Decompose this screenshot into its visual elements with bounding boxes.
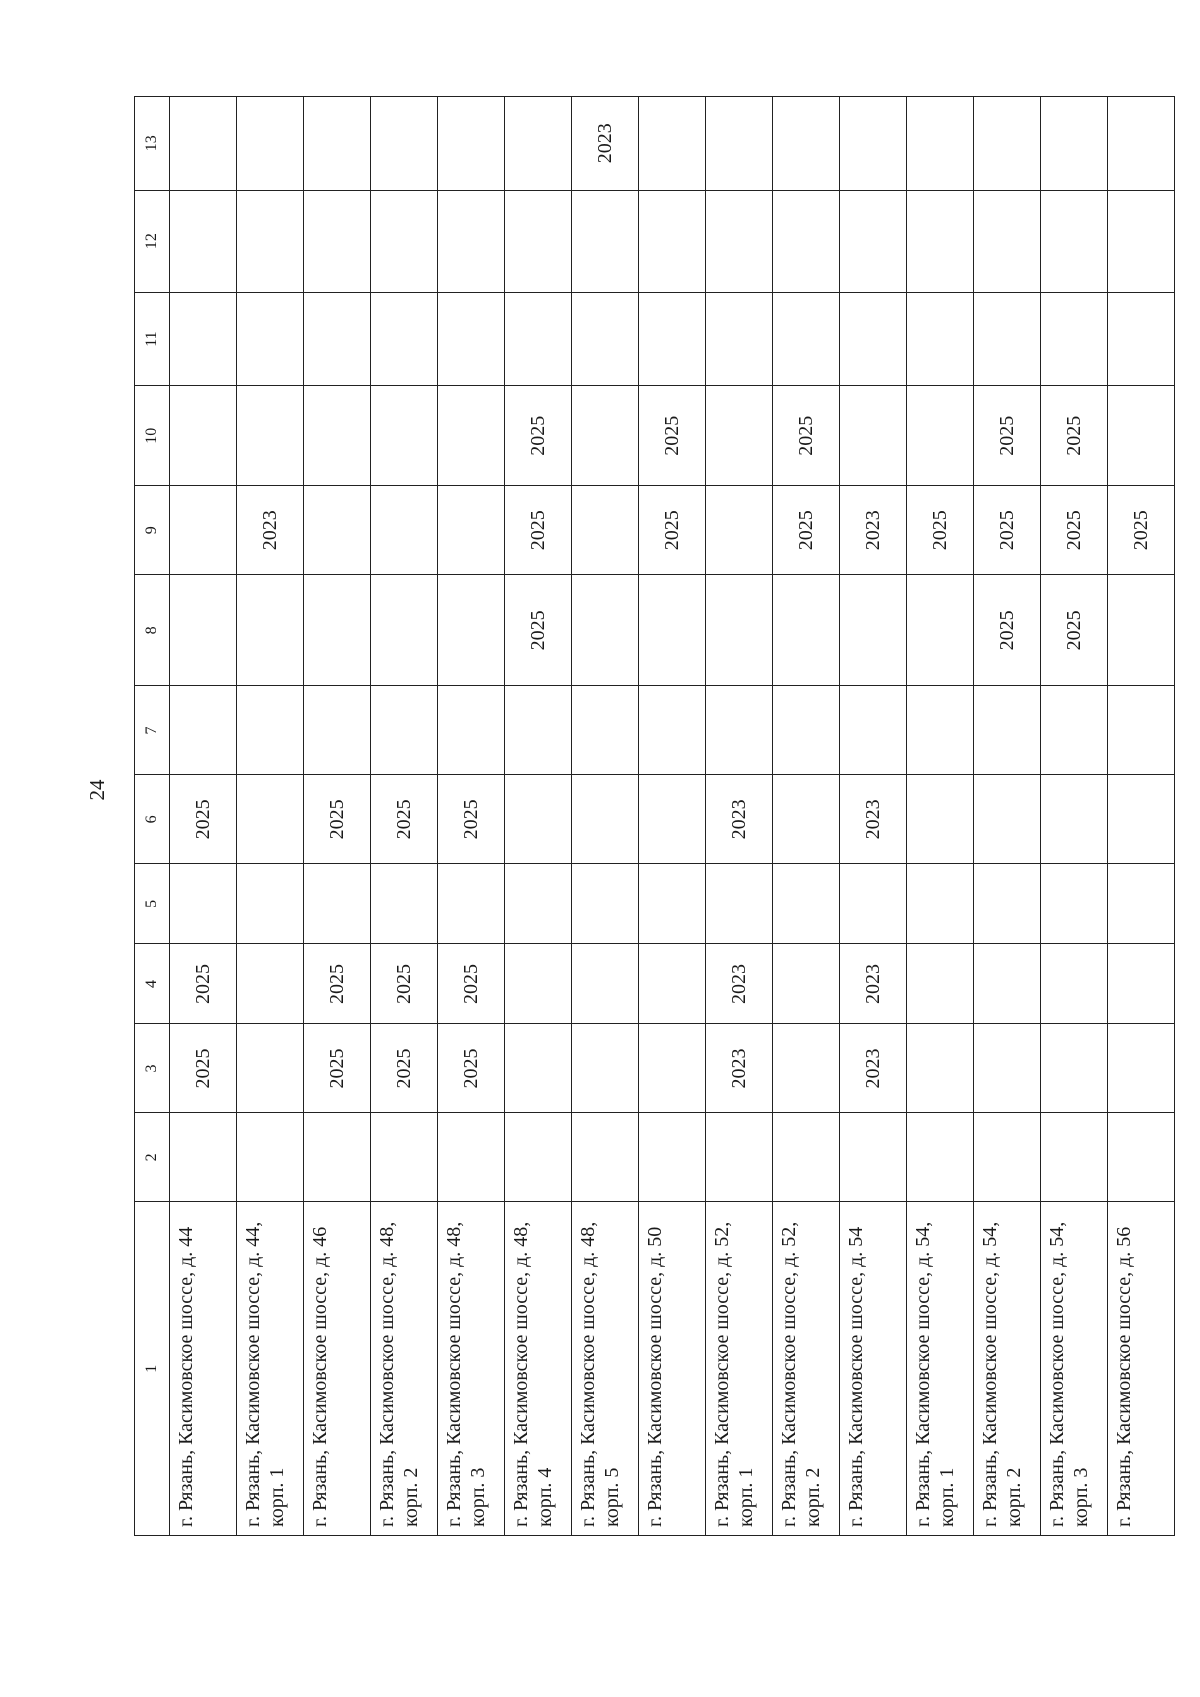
year-cell [706, 386, 773, 486]
table-row [438, 97, 505, 1536]
year-cell [706, 575, 773, 686]
year-cell [974, 686, 1041, 775]
year-cell [840, 97, 907, 191]
year-cell [974, 190, 1041, 292]
year-cell: 2025 [304, 944, 371, 1024]
year-cell: 2025 [974, 575, 1041, 686]
year-cell [371, 864, 438, 944]
year-cell [304, 686, 371, 775]
year-cell [1041, 1113, 1108, 1202]
year-cell [371, 1113, 438, 1202]
page-number: 24 [85, 779, 109, 801]
column-number-2: 2 [135, 1113, 170, 1202]
year-cell: 2023 [840, 775, 907, 864]
year-cell [505, 190, 572, 292]
year-cell [371, 386, 438, 486]
year-cell [237, 575, 304, 686]
year-cell [840, 575, 907, 686]
year-cell [840, 1113, 907, 1202]
year-cell: 2023 [706, 1024, 773, 1113]
year-cell [639, 1024, 706, 1113]
year-cell: 2023 [840, 944, 907, 1024]
year-cell [706, 486, 773, 575]
year-cell [1108, 386, 1175, 486]
year-cell [1108, 864, 1175, 944]
year-cell: 2023 [840, 1024, 907, 1113]
year-cell: 2025 [438, 1024, 505, 1113]
year-cell [438, 1113, 505, 1202]
year-cell [773, 775, 840, 864]
year-cell [170, 575, 237, 686]
year-cell: 2025 [505, 486, 572, 575]
year-cell [572, 386, 639, 486]
column-number-10: 10 [135, 386, 170, 486]
year-cell [304, 575, 371, 686]
year-cell: 2025 [1041, 575, 1108, 686]
year-cell [840, 864, 907, 944]
year-cell [1108, 775, 1175, 864]
year-cell [773, 1024, 840, 1113]
year-cell [304, 864, 371, 944]
table-row [639, 97, 706, 1536]
year-cell [639, 686, 706, 775]
year-cell [237, 944, 304, 1024]
year-cell: 2025 [639, 386, 706, 486]
schedule-table [134, 96, 1175, 1536]
year-cell [773, 575, 840, 686]
year-cell [438, 386, 505, 486]
address-cell: г. Рязань, Касимовское шоссе, д. 54, корп. 1 [907, 1202, 974, 1536]
year-cell [639, 944, 706, 1024]
column-number-4: 4 [135, 944, 170, 1024]
year-cell [907, 575, 974, 686]
table-row [304, 97, 371, 1536]
address-cell: г. Рязань, Касимовское шоссе, д. 52, корп. 2 [773, 1202, 840, 1536]
year-cell [438, 292, 505, 385]
year-cell [706, 864, 773, 944]
year-cell [1108, 1113, 1175, 1202]
year-cell [371, 292, 438, 385]
year-cell: 2025 [371, 944, 438, 1024]
address-cell: г. Рязань, Касимовское шоссе, д. 48, корп. 4 [505, 1202, 572, 1536]
year-cell [572, 190, 639, 292]
year-cell [1041, 190, 1108, 292]
year-cell [639, 190, 706, 292]
address-cell: г. Рязань, Касимовское шоссе, д. 52, корп. 1 [706, 1202, 773, 1536]
table-row [907, 97, 974, 1536]
year-cell [438, 575, 505, 686]
year-cell [1108, 97, 1175, 191]
year-cell [907, 775, 974, 864]
table-body [135, 97, 1175, 1536]
year-cell [237, 864, 304, 944]
address-cell: г. Рязань, Касимовское шоссе, д. 54 [840, 1202, 907, 1536]
year-cell: 2025 [907, 486, 974, 575]
year-cell [170, 97, 237, 191]
table-row [974, 97, 1041, 1536]
year-cell [371, 190, 438, 292]
year-cell [572, 1024, 639, 1113]
year-cell [1108, 1024, 1175, 1113]
year-cell [1108, 190, 1175, 292]
column-number-13: 13 [135, 97, 170, 191]
year-cell [974, 864, 1041, 944]
address-cell: г. Рязань, Касимовское шоссе, д. 48, корп. 2 [371, 1202, 438, 1536]
table-container [134, 96, 1152, 1536]
address-cell: г. Рязань, Касимовское шоссе, д. 48, корп. 3 [438, 1202, 505, 1536]
header-row [135, 97, 170, 1536]
column-number-9: 9 [135, 486, 170, 575]
year-cell [170, 686, 237, 775]
year-cell [1041, 775, 1108, 864]
column-number-11: 11 [135, 292, 170, 385]
year-cell [572, 575, 639, 686]
year-cell: 2023 [840, 486, 907, 575]
table-row [237, 97, 304, 1536]
year-cell [505, 292, 572, 385]
year-cell [974, 944, 1041, 1024]
column-number-8: 8 [135, 575, 170, 686]
year-cell [639, 775, 706, 864]
year-cell [237, 1024, 304, 1113]
year-cell [974, 1113, 1041, 1202]
year-cell [639, 97, 706, 191]
year-cell [1041, 686, 1108, 775]
year-cell [371, 575, 438, 686]
year-cell: 2023 [706, 944, 773, 1024]
year-cell: 2025 [371, 775, 438, 864]
year-cell [438, 864, 505, 944]
year-cell [1041, 864, 1108, 944]
year-cell [371, 686, 438, 775]
year-cell [1108, 292, 1175, 385]
year-cell [907, 292, 974, 385]
year-cell [237, 97, 304, 191]
year-cell [840, 386, 907, 486]
year-cell: 2025 [639, 486, 706, 575]
year-cell: 2025 [438, 775, 505, 864]
address-cell: г. Рязань, Касимовское шоссе, д. 46 [304, 1202, 371, 1536]
year-cell [706, 686, 773, 775]
year-cell: 2025 [304, 775, 371, 864]
column-number-12: 12 [135, 190, 170, 292]
year-cell: 2025 [170, 1024, 237, 1113]
year-cell [773, 292, 840, 385]
year-cell [237, 386, 304, 486]
year-cell [505, 1024, 572, 1113]
address-cell: г. Рязань, Касимовское шоссе, д. 44, корп. 1 [237, 1202, 304, 1536]
year-cell [773, 190, 840, 292]
year-cell [773, 864, 840, 944]
year-cell [170, 486, 237, 575]
address-cell: г. Рязань, Касимовское шоссе, д. 44 [170, 1202, 237, 1536]
table-row [371, 97, 438, 1536]
year-cell [1041, 292, 1108, 385]
year-cell [237, 1113, 304, 1202]
year-cell [505, 944, 572, 1024]
year-cell: 2023 [706, 775, 773, 864]
year-cell [304, 386, 371, 486]
year-cell [237, 292, 304, 385]
year-cell [505, 686, 572, 775]
year-cell [773, 686, 840, 775]
year-cell: 2025 [371, 1024, 438, 1113]
year-cell [706, 292, 773, 385]
year-cell [974, 292, 1041, 385]
year-cell: 2025 [773, 486, 840, 575]
year-cell: 2025 [1108, 486, 1175, 575]
year-cell: 2025 [304, 1024, 371, 1113]
year-cell [371, 97, 438, 191]
year-cell [639, 1113, 706, 1202]
year-cell [773, 944, 840, 1024]
table-row [170, 97, 237, 1536]
column-number-7: 7 [135, 686, 170, 775]
table-row [505, 97, 572, 1536]
year-cell [237, 190, 304, 292]
year-cell [170, 864, 237, 944]
year-cell [907, 686, 974, 775]
column-number-6: 6 [135, 775, 170, 864]
year-cell [505, 864, 572, 944]
year-cell [974, 97, 1041, 191]
year-cell [572, 944, 639, 1024]
year-cell [572, 775, 639, 864]
year-cell [438, 97, 505, 191]
year-cell [907, 944, 974, 1024]
year-cell [773, 1113, 840, 1202]
table-row [840, 97, 907, 1536]
year-cell: 2025 [974, 386, 1041, 486]
address-cell: г. Рязань, Касимовское шоссе, д. 54, корп. 2 [974, 1202, 1041, 1536]
year-cell [505, 97, 572, 191]
column-number-3: 3 [135, 1024, 170, 1113]
year-cell [840, 292, 907, 385]
year-cell [1108, 944, 1175, 1024]
year-cell [438, 686, 505, 775]
year-cell [1041, 944, 1108, 1024]
year-cell [639, 864, 706, 944]
table-row [773, 97, 840, 1536]
address-cell: г. Рязань, Касимовское шоссе, д. 54, корп. 3 [1041, 1202, 1108, 1536]
year-cell: 2025 [170, 775, 237, 864]
table-row [1041, 97, 1108, 1536]
year-cell [170, 190, 237, 292]
year-cell [505, 1113, 572, 1202]
year-cell [1041, 97, 1108, 191]
year-cell [974, 775, 1041, 864]
year-cell [1041, 1024, 1108, 1113]
year-cell [840, 686, 907, 775]
year-cell [907, 97, 974, 191]
year-cell [706, 97, 773, 191]
year-cell [907, 1024, 974, 1113]
year-cell: 2025 [505, 386, 572, 486]
year-cell [304, 97, 371, 191]
table-row [706, 97, 773, 1536]
year-cell: 2025 [1041, 386, 1108, 486]
year-cell [907, 1113, 974, 1202]
year-cell [170, 292, 237, 385]
year-cell [304, 190, 371, 292]
year-cell [438, 486, 505, 575]
table-row [1108, 97, 1175, 1536]
year-cell [706, 190, 773, 292]
year-cell [1108, 686, 1175, 775]
year-cell [170, 386, 237, 486]
year-cell [974, 1024, 1041, 1113]
year-cell [572, 686, 639, 775]
year-cell [907, 386, 974, 486]
year-cell [170, 1113, 237, 1202]
year-cell: 2025 [505, 575, 572, 686]
year-cell [639, 575, 706, 686]
address-cell: г. Рязань, Касимовское шоссе, д. 48, корп. 5 [572, 1202, 639, 1536]
year-cell: 2025 [1041, 486, 1108, 575]
year-cell [572, 1113, 639, 1202]
year-cell [572, 486, 639, 575]
year-cell: 2025 [170, 944, 237, 1024]
address-cell: г. Рязань, Касимовское шоссе, д. 50 [639, 1202, 706, 1536]
year-cell [572, 864, 639, 944]
year-cell [304, 292, 371, 385]
column-number-5: 5 [135, 864, 170, 944]
year-cell [304, 486, 371, 575]
year-cell [371, 486, 438, 575]
year-cell [505, 775, 572, 864]
table-row [572, 97, 639, 1536]
year-cell [773, 97, 840, 191]
column-number-1: 1 [135, 1202, 170, 1536]
year-cell [237, 686, 304, 775]
year-cell [237, 775, 304, 864]
year-cell [840, 190, 907, 292]
year-cell [706, 1113, 773, 1202]
year-cell [907, 864, 974, 944]
address-cell: г. Рязань, Касимовское шоссе, д. 56 [1108, 1202, 1175, 1536]
year-cell: 2025 [773, 386, 840, 486]
year-cell: 2023 [572, 97, 639, 191]
year-cell: 2025 [974, 486, 1041, 575]
year-cell [572, 292, 639, 385]
year-cell: 2025 [438, 944, 505, 1024]
year-cell [438, 190, 505, 292]
year-cell [639, 292, 706, 385]
year-cell [1108, 575, 1175, 686]
year-cell: 2023 [237, 486, 304, 575]
year-cell [304, 1113, 371, 1202]
year-cell [907, 190, 974, 292]
